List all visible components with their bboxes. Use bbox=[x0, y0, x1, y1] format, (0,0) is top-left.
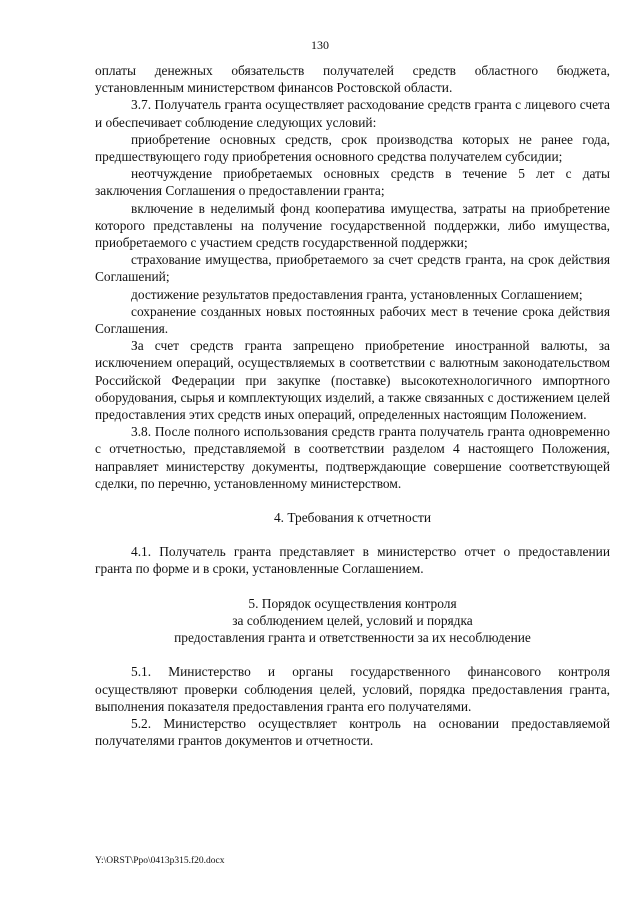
condition-item: приобретение основных средств, срок производства которых не ранее года, предшествующего году приобретения основного средства получателем субсидии; bbox=[95, 131, 610, 165]
paragraph-3-8: 3.8. После полного использования средств гранта получатель гранта одновременно с отчетностью, представляемой в соответствии разделом 4 настоящего Положения, направляет министерству документы, подтверждающие совершение соответствующей сделки, по перечню, установленному министерством. bbox=[95, 424, 610, 491]
condition-item: страхование имущества, приобретаемого за счет средств гранта, на срок действия Соглашений; bbox=[95, 252, 610, 285]
condition-item: сохранение созданных новых постоянных рабочих мест в течение срока действия Соглашения. bbox=[95, 303, 610, 337]
section-5-heading-line: предоставления гранта и ответственности за их несоблюдение bbox=[174, 630, 531, 646]
paragraph-3-7: 3.7. Получатель гранта осуществляет расходование средств гранта с лицевого счета и обеспечивает соблюдение следующих условий: bbox=[95, 97, 610, 130]
section-5-heading bbox=[95, 595, 610, 647]
section-4-heading: 4. Требования к отчетности bbox=[273, 510, 432, 526]
page-number: 130 bbox=[311, 38, 329, 52]
condition-item: неотчуждение приобретаемых основных средств в течение 5 лет с даты заключения Соглашения о предоставлении гранта; bbox=[95, 166, 610, 199]
paragraph-currency-prohibition: За счет средств гранта запрещено приобретение иностранной валюты, за исключением операций, осуществляемых в соответствии с валютным законодательством Российской Федерации при закупке (поставке) высокотехнологичного импортного оборудования, сырья и комплектующих изделий, а также связанных с достижением целей предоставления этих средств иных операций, определенных настоящим Положением. bbox=[95, 338, 610, 423]
paragraph-continuation: оплаты денежных обязательств получателей средств областного бюджета, установленным министерством финансов Ростовской области. bbox=[95, 63, 610, 96]
document-body bbox=[95, 62, 610, 749]
condition-item: достижение результатов предоставления гранта, установленных Соглашением; bbox=[131, 286, 583, 302]
footer-file-path: Y:\ORST\Ppo\0413p315.f20.docx bbox=[95, 856, 225, 866]
section-5-heading-line: за соблюдением целей, условий и порядка bbox=[232, 612, 473, 628]
paragraph-5-2: 5.2. Министерство осуществляет контроль на основании предоставляемой получателями грантов документов и отчетности. bbox=[95, 715, 610, 749]
paragraph-4-1: 4.1. Получатель гранта представляет в министерство отчет о предоставлении гранта по форме и в сроки, установленные Соглашением. bbox=[95, 544, 610, 577]
section-5-heading-line: 5. Порядок осуществления контроля bbox=[248, 595, 457, 611]
condition-item: включение в неделимый фонд кооператива имущества, затраты на приобретение которого представлены на получение государственной поддержки, либо имущества, приобретаемого с участием средств государственной поддержки; bbox=[95, 200, 610, 251]
paragraph-5-1: 5.1. Министерство и органы государственного финансового контроля осуществляют проверки соблюдения целей, условий, порядка предоставления гранта, выполнения показателя предоставления гранта его получателями. bbox=[95, 664, 610, 714]
